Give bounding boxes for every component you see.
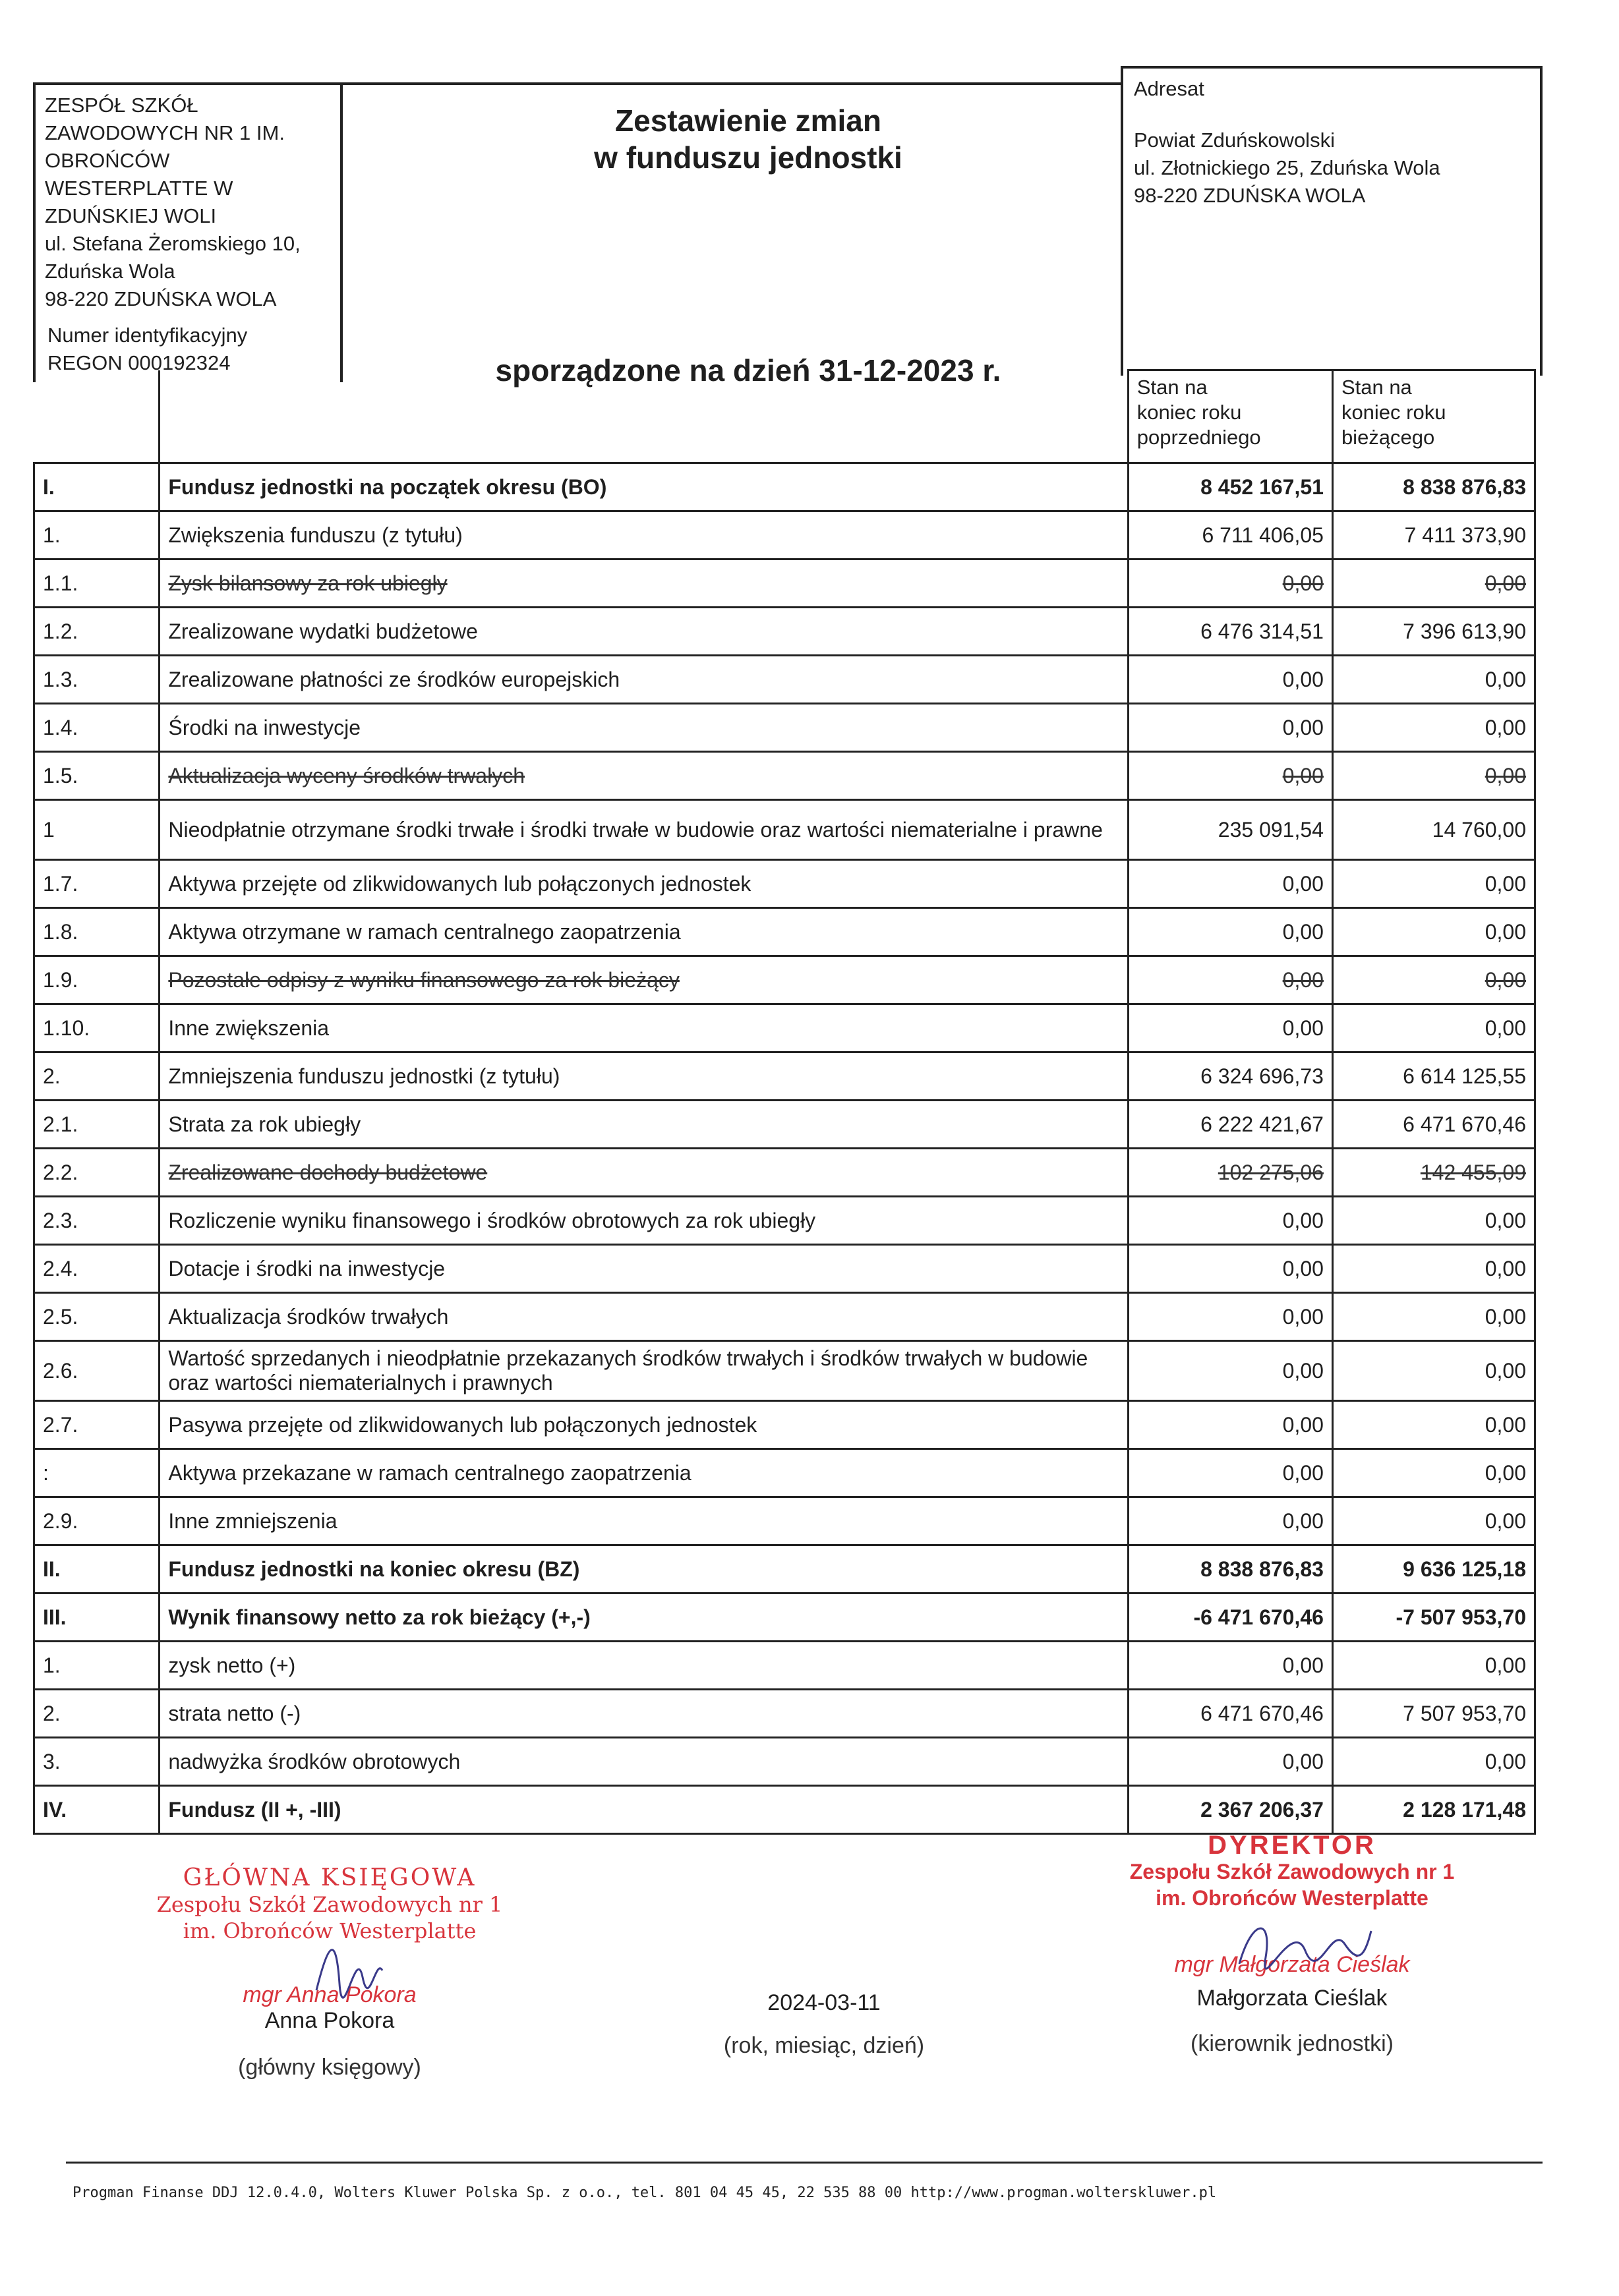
value-current-year: 7 411 373,90 bbox=[1332, 511, 1535, 560]
table-row bbox=[34, 1497, 1535, 1545]
row-label: Strata za rok ubiegły bbox=[160, 1101, 1128, 1149]
value-current-year: 0,00 bbox=[1332, 1197, 1535, 1245]
software-footer: Progman Finanse DDJ 12.0.4.0, Wolters Kluwer Polska Sp. z o.o., tel. 801 04 45 45, 22 535 88 00 http://www.progman.wolterskluwer.pl bbox=[73, 2185, 1217, 2201]
row-label: Zrealizowane dochody budżetowe bbox=[160, 1149, 1128, 1197]
row-label: Pozostałe odpisy z wyniku finansowego za rok bieżący bbox=[160, 956, 1128, 1004]
value-current-year: 0,00 bbox=[1332, 704, 1535, 752]
row-number: 1. bbox=[34, 1642, 160, 1690]
row-number: 1.5. bbox=[34, 752, 160, 800]
fund-changes-table bbox=[33, 369, 1536, 1835]
value-current-year: 0,00 bbox=[1332, 860, 1535, 908]
unit-info-box bbox=[33, 82, 343, 382]
table-row bbox=[34, 1449, 1535, 1497]
value-current-year: 0,00 bbox=[1332, 1449, 1535, 1497]
unit-name: ZESPÓŁ SZKÓŁ ZAWODOWYCH NR 1 IM. OBROŃCÓW WESTERPLATTE W ZDUŃSKIEJ WOLI ul. Stefana Żeromskiego 10, Zduńska Wola 98-220 ZDUŃSKA WOLA bbox=[45, 94, 301, 310]
table-row bbox=[34, 1401, 1535, 1449]
row-number: 2. bbox=[34, 1052, 160, 1101]
table-row bbox=[34, 1004, 1535, 1052]
table-row bbox=[34, 908, 1535, 956]
row-label: Aktywa przekazane w ramach centralnego zaopatrzenia bbox=[160, 1449, 1128, 1497]
row-label: Fundusz jednostki na koniec okresu (BZ) bbox=[160, 1545, 1128, 1593]
value-previous-year: 0,00 bbox=[1128, 1197, 1332, 1245]
value-previous-year: 0,00 bbox=[1128, 1738, 1332, 1786]
value-previous-year: 0,00 bbox=[1128, 860, 1332, 908]
stamp-line-1: Zespołu Szkół Zawodowych nr 1 bbox=[156, 1892, 503, 1917]
row-number: 1. bbox=[34, 511, 160, 560]
row-number: 2.6. bbox=[34, 1341, 160, 1401]
table-row bbox=[34, 1786, 1535, 1834]
row-number: 1.1. bbox=[34, 560, 160, 608]
row-label: Inne zmniejszenia bbox=[160, 1497, 1128, 1545]
row-label: Wartość sprzedanych i nieodpłatnie przekazanych środków trwałych i środków trwałych w budowie oraz wartości niematerialnych i prawnych bbox=[160, 1341, 1128, 1401]
value-current-year: 8 838 876,83 bbox=[1332, 463, 1535, 511]
value-previous-year: 2 367 206,37 bbox=[1128, 1786, 1332, 1834]
row-label: Zrealizowane płatności ze środków europejskich bbox=[160, 656, 1128, 704]
table-row bbox=[34, 511, 1535, 560]
table-row bbox=[34, 704, 1535, 752]
row-number: 2. bbox=[34, 1690, 160, 1738]
director-role: (kierownik jednostki) bbox=[1191, 2031, 1394, 2056]
row-number: 1.9. bbox=[34, 956, 160, 1004]
value-current-year: 0,00 bbox=[1332, 1401, 1535, 1449]
row-label: zysk netto (+) bbox=[160, 1642, 1128, 1690]
value-previous-year: 6 222 421,67 bbox=[1128, 1101, 1332, 1149]
value-previous-year: 0,00 bbox=[1128, 956, 1332, 1004]
value-previous-year: 0,00 bbox=[1128, 1642, 1332, 1690]
table-row bbox=[34, 1149, 1535, 1197]
table-row bbox=[34, 1052, 1535, 1101]
row-number: 1.8. bbox=[34, 908, 160, 956]
value-previous-year: 0,00 bbox=[1128, 704, 1332, 752]
value-previous-year: 8 452 167,51 bbox=[1128, 463, 1332, 511]
row-label: Fundusz (II +, -III) bbox=[160, 1786, 1128, 1834]
director-stamp bbox=[1088, 1832, 1496, 1911]
addressee-address: Powiat Zduńskowolski ul. Złotnickiego 25, Zduńska Wola 98-220 ZDUŃSKA WOLA bbox=[1134, 129, 1440, 207]
value-current-year: 0,00 bbox=[1332, 1293, 1535, 1341]
table-row bbox=[34, 1197, 1535, 1245]
table-row bbox=[34, 608, 1535, 656]
row-number: 2.2. bbox=[34, 1149, 160, 1197]
row-number: 2.4. bbox=[34, 1245, 160, 1293]
value-current-year: 0,00 bbox=[1332, 1004, 1535, 1052]
header-blank-cell bbox=[34, 370, 160, 463]
table-header-row bbox=[34, 370, 1535, 463]
chief-accountant-signature bbox=[99, 1865, 560, 2081]
row-number: 2.9. bbox=[34, 1497, 160, 1545]
value-previous-year: 0,00 bbox=[1128, 1401, 1332, 1449]
value-current-year: -7 507 953,70 bbox=[1332, 1593, 1535, 1642]
table-row bbox=[34, 1738, 1535, 1786]
header-blank-cell bbox=[160, 370, 1128, 463]
table-row bbox=[34, 1101, 1535, 1149]
row-number: 1.7. bbox=[34, 860, 160, 908]
value-current-year: 0,00 bbox=[1332, 1341, 1535, 1401]
row-number: II. bbox=[34, 1545, 160, 1593]
stamp-name: mgr Małgorzata Cieślak bbox=[1174, 1952, 1410, 1977]
row-label: Aktualizacja wyceny środków trwałych bbox=[160, 752, 1128, 800]
row-number: 1.2. bbox=[34, 608, 160, 656]
table-row bbox=[34, 463, 1535, 511]
table-row bbox=[34, 860, 1535, 908]
value-current-year: 0,00 bbox=[1332, 1642, 1535, 1690]
value-previous-year: 0,00 bbox=[1128, 752, 1332, 800]
value-previous-year: 0,00 bbox=[1128, 1449, 1332, 1497]
value-current-year: 7 507 953,70 bbox=[1332, 1690, 1535, 1738]
row-label: Aktywa przejęte od zlikwidowanych lub połączonych jednostek bbox=[160, 860, 1128, 908]
row-number: 2.1. bbox=[34, 1101, 160, 1149]
date-label: (rok, miesiąc, dzień) bbox=[723, 2033, 925, 2058]
value-previous-year: 0,00 bbox=[1128, 560, 1332, 608]
row-label: Zrealizowane wydatki budżetowe bbox=[160, 608, 1128, 656]
value-previous-year: 6 476 314,51 bbox=[1128, 608, 1332, 656]
row-number: 1.4. bbox=[34, 704, 160, 752]
value-current-year: 7 396 613,90 bbox=[1332, 608, 1535, 656]
value-current-year: 0,00 bbox=[1332, 1245, 1535, 1293]
row-label: Nieodpłatnie otrzymane środki trwałe i środki trwałe w budowie oraz wartości niematerialne i prawne bbox=[160, 800, 1128, 860]
table-row bbox=[34, 1593, 1535, 1642]
row-label: Pasywa przejęte od zlikwidowanych lub połączonych jednostek bbox=[160, 1401, 1128, 1449]
row-number: 1.3. bbox=[34, 656, 160, 704]
id-label: Numer identyfikacyjny bbox=[47, 324, 248, 347]
value-current-year: 6 614 125,55 bbox=[1332, 1052, 1535, 1101]
handwritten-signature bbox=[310, 1931, 389, 2003]
value-current-year: 0,00 bbox=[1332, 752, 1535, 800]
value-previous-year: 0,00 bbox=[1128, 1245, 1332, 1293]
date-block bbox=[679, 1990, 969, 2059]
value-current-year: 0,00 bbox=[1332, 908, 1535, 956]
value-previous-year: 0,00 bbox=[1128, 1497, 1332, 1545]
stamp-title: DYREKTOR bbox=[1208, 1831, 1376, 1860]
row-label: Środki na inwestycje bbox=[160, 704, 1128, 752]
row-number: III. bbox=[34, 1593, 160, 1642]
table-row bbox=[34, 1245, 1535, 1293]
row-label: Zysk bilansowy za rok ubiegły bbox=[160, 560, 1128, 608]
table-row bbox=[34, 1341, 1535, 1401]
row-label: Rozliczenie wyniku finansowego i środków obrotowych za rok ubiegły bbox=[160, 1197, 1128, 1245]
row-label: strata netto (-) bbox=[160, 1690, 1128, 1738]
row-label: Aktywa otrzymane w ramach centralnego zaopatrzenia bbox=[160, 908, 1128, 956]
table-row bbox=[34, 752, 1535, 800]
accountant-role: (główny księgowy) bbox=[238, 2055, 421, 2080]
addressee-label: Adresat bbox=[1134, 77, 1204, 100]
accountant-name: Anna Pokora bbox=[264, 2008, 395, 2033]
director-signature bbox=[1088, 1832, 1496, 2057]
row-label: Aktualizacja środków trwałych bbox=[160, 1293, 1128, 1341]
table-row bbox=[34, 560, 1535, 608]
value-previous-year: 8 838 876,83 bbox=[1128, 1545, 1332, 1593]
stamp-line-2: im. Obrońców Westerplatte bbox=[1156, 1886, 1428, 1910]
value-previous-year: 235 091,54 bbox=[1128, 800, 1332, 860]
row-number: 1 bbox=[34, 800, 160, 860]
row-number: I. bbox=[34, 463, 160, 511]
table-row bbox=[34, 656, 1535, 704]
row-number: IV. bbox=[34, 1786, 160, 1834]
value-previous-year: 0,00 bbox=[1128, 1341, 1332, 1401]
value-previous-year: 0,00 bbox=[1128, 1004, 1332, 1052]
value-current-year: 9 636 125,18 bbox=[1332, 1545, 1535, 1593]
row-label: Dotacje i środki na inwestycje bbox=[160, 1245, 1128, 1293]
row-label: Zwiększenia funduszu (z tytułu) bbox=[160, 511, 1128, 560]
value-previous-year: 6 471 670,46 bbox=[1128, 1690, 1332, 1738]
row-label: Wynik finansowy netto za rok bieżący (+,-) bbox=[160, 1593, 1128, 1642]
stamp-name: mgr Anna Pokora bbox=[243, 1982, 417, 2007]
row-label: Zmniejszenia funduszu jednostki (z tytułu) bbox=[160, 1052, 1128, 1101]
stamp-line-2: im. Obrońców Westerplatte bbox=[183, 1918, 477, 1943]
value-current-year: 6 471 670,46 bbox=[1332, 1101, 1535, 1149]
value-current-year: 0,00 bbox=[1332, 956, 1535, 1004]
regon-number: REGON 000192324 bbox=[47, 351, 231, 374]
addressee-box bbox=[1121, 66, 1543, 376]
table-row bbox=[34, 1293, 1535, 1341]
stamp-title: GŁÓWNA KSIĘGOWA bbox=[183, 1864, 477, 1891]
report-title-box bbox=[343, 82, 1154, 387]
value-previous-year: 0,00 bbox=[1128, 908, 1332, 956]
row-number: 3. bbox=[34, 1738, 160, 1786]
row-label: Inne zwiększenia bbox=[160, 1004, 1128, 1052]
table-row bbox=[34, 1690, 1535, 1738]
row-number: : bbox=[34, 1449, 160, 1497]
table-row bbox=[34, 1642, 1535, 1690]
footer-rule bbox=[66, 2162, 1543, 2164]
report-title: Zestawienie zmian w funduszu jednostki bbox=[594, 103, 902, 175]
row-number: 2.3. bbox=[34, 1197, 160, 1245]
value-current-year: 0,00 bbox=[1332, 1738, 1535, 1786]
value-current-year: 2 128 171,48 bbox=[1332, 1786, 1535, 1834]
director-name: Małgorzata Cieślak bbox=[1196, 1986, 1388, 2011]
signing-date: 2024-03-11 bbox=[767, 1990, 881, 2015]
value-current-year: 14 760,00 bbox=[1332, 800, 1535, 860]
value-previous-year: 0,00 bbox=[1128, 1293, 1332, 1341]
row-label: nadwyżka środków obrotowych bbox=[160, 1738, 1128, 1786]
handwritten-signature bbox=[1233, 1911, 1378, 1977]
value-previous-year: -6 471 670,46 bbox=[1128, 1593, 1332, 1642]
column-header-previous: Stan na koniec roku poprzedniego bbox=[1128, 370, 1332, 463]
row-label: Fundusz jednostki na początek okresu (BO) bbox=[160, 463, 1128, 511]
value-previous-year: 0,00 bbox=[1128, 656, 1332, 704]
table-row bbox=[34, 1545, 1535, 1593]
table-row bbox=[34, 956, 1535, 1004]
value-current-year: 0,00 bbox=[1332, 656, 1535, 704]
stamp-line-1: Zespołu Szkół Zawodowych nr 1 bbox=[1129, 1860, 1455, 1883]
row-number: 2.7. bbox=[34, 1401, 160, 1449]
value-current-year: 142 455,09 bbox=[1332, 1149, 1535, 1197]
row-number: 2.5. bbox=[34, 1293, 160, 1341]
value-current-year: 0,00 bbox=[1332, 560, 1535, 608]
report-header bbox=[33, 66, 1510, 387]
column-header-current: Stan na koniec roku bieżącego bbox=[1332, 370, 1535, 463]
value-previous-year: 102 275,06 bbox=[1128, 1149, 1332, 1197]
value-previous-year: 6 711 406,05 bbox=[1128, 511, 1332, 560]
table-row bbox=[34, 800, 1535, 860]
value-current-year: 0,00 bbox=[1332, 1497, 1535, 1545]
row-number: 1.10. bbox=[34, 1004, 160, 1052]
report-date-line: sporządzone na dzień 31-12-2023 r. bbox=[495, 353, 1001, 387]
value-previous-year: 6 324 696,73 bbox=[1128, 1052, 1332, 1101]
